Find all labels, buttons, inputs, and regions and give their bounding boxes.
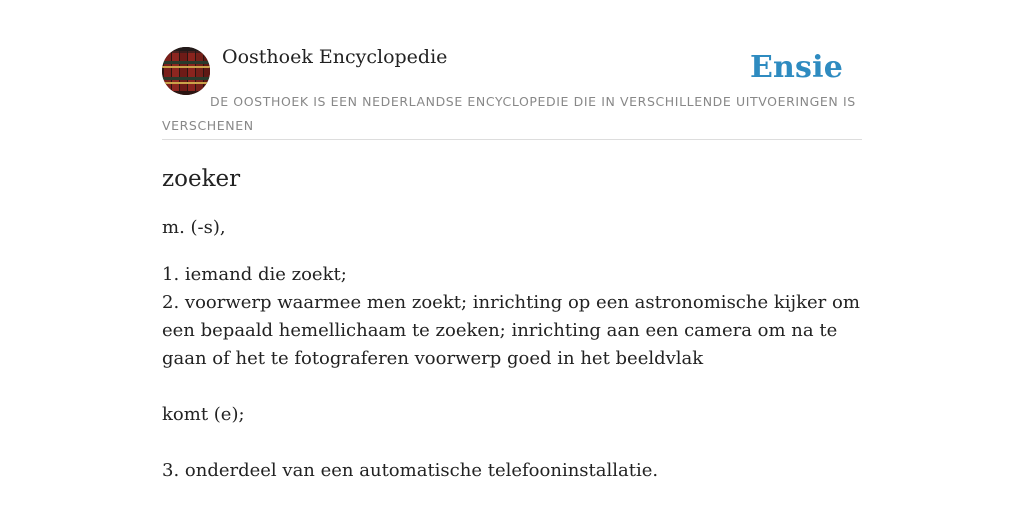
encyclopedia-books-icon[interactable] [162, 47, 210, 95]
site-header [162, 0, 862, 140]
definition-line-1: 1. iemand die zoekt; [162, 264, 347, 285]
definition-line-3: komt (e); [162, 404, 245, 425]
ensie-logo-link[interactable]: Ensie [749, 50, 843, 85]
entry-definition [162, 261, 862, 485]
definition-spacer [162, 429, 862, 457]
definition-line-4: 3. onderdeel van een automatische telefooninstallatie. [162, 460, 659, 481]
entry-term: zoeker [162, 166, 241, 192]
site-name[interactable]: Oosthoek Encyclopedie [222, 46, 448, 68]
definition-line-2: 2. voorwerp waarmee men zoekt; inrichting op een astronomische kijker om een bepaald hemellichaam te zoeken; inrichting aan een camera om na te gaan of het te fotograferen voorwerp goed in het beeldvlak [162, 292, 860, 369]
entry-content [162, 140, 862, 485]
site-tagline: DE OOSTHOEK IS EEN NEDERLANDSE ENCYCLOPEDIE DIE IN VERSCHILLENDE UITVOERINGEN IS VERSCHENEN [162, 94, 856, 133]
definition-spacer [162, 373, 862, 401]
entry-grammar: m. (-s), [162, 217, 226, 238]
page-container [162, 0, 862, 485]
